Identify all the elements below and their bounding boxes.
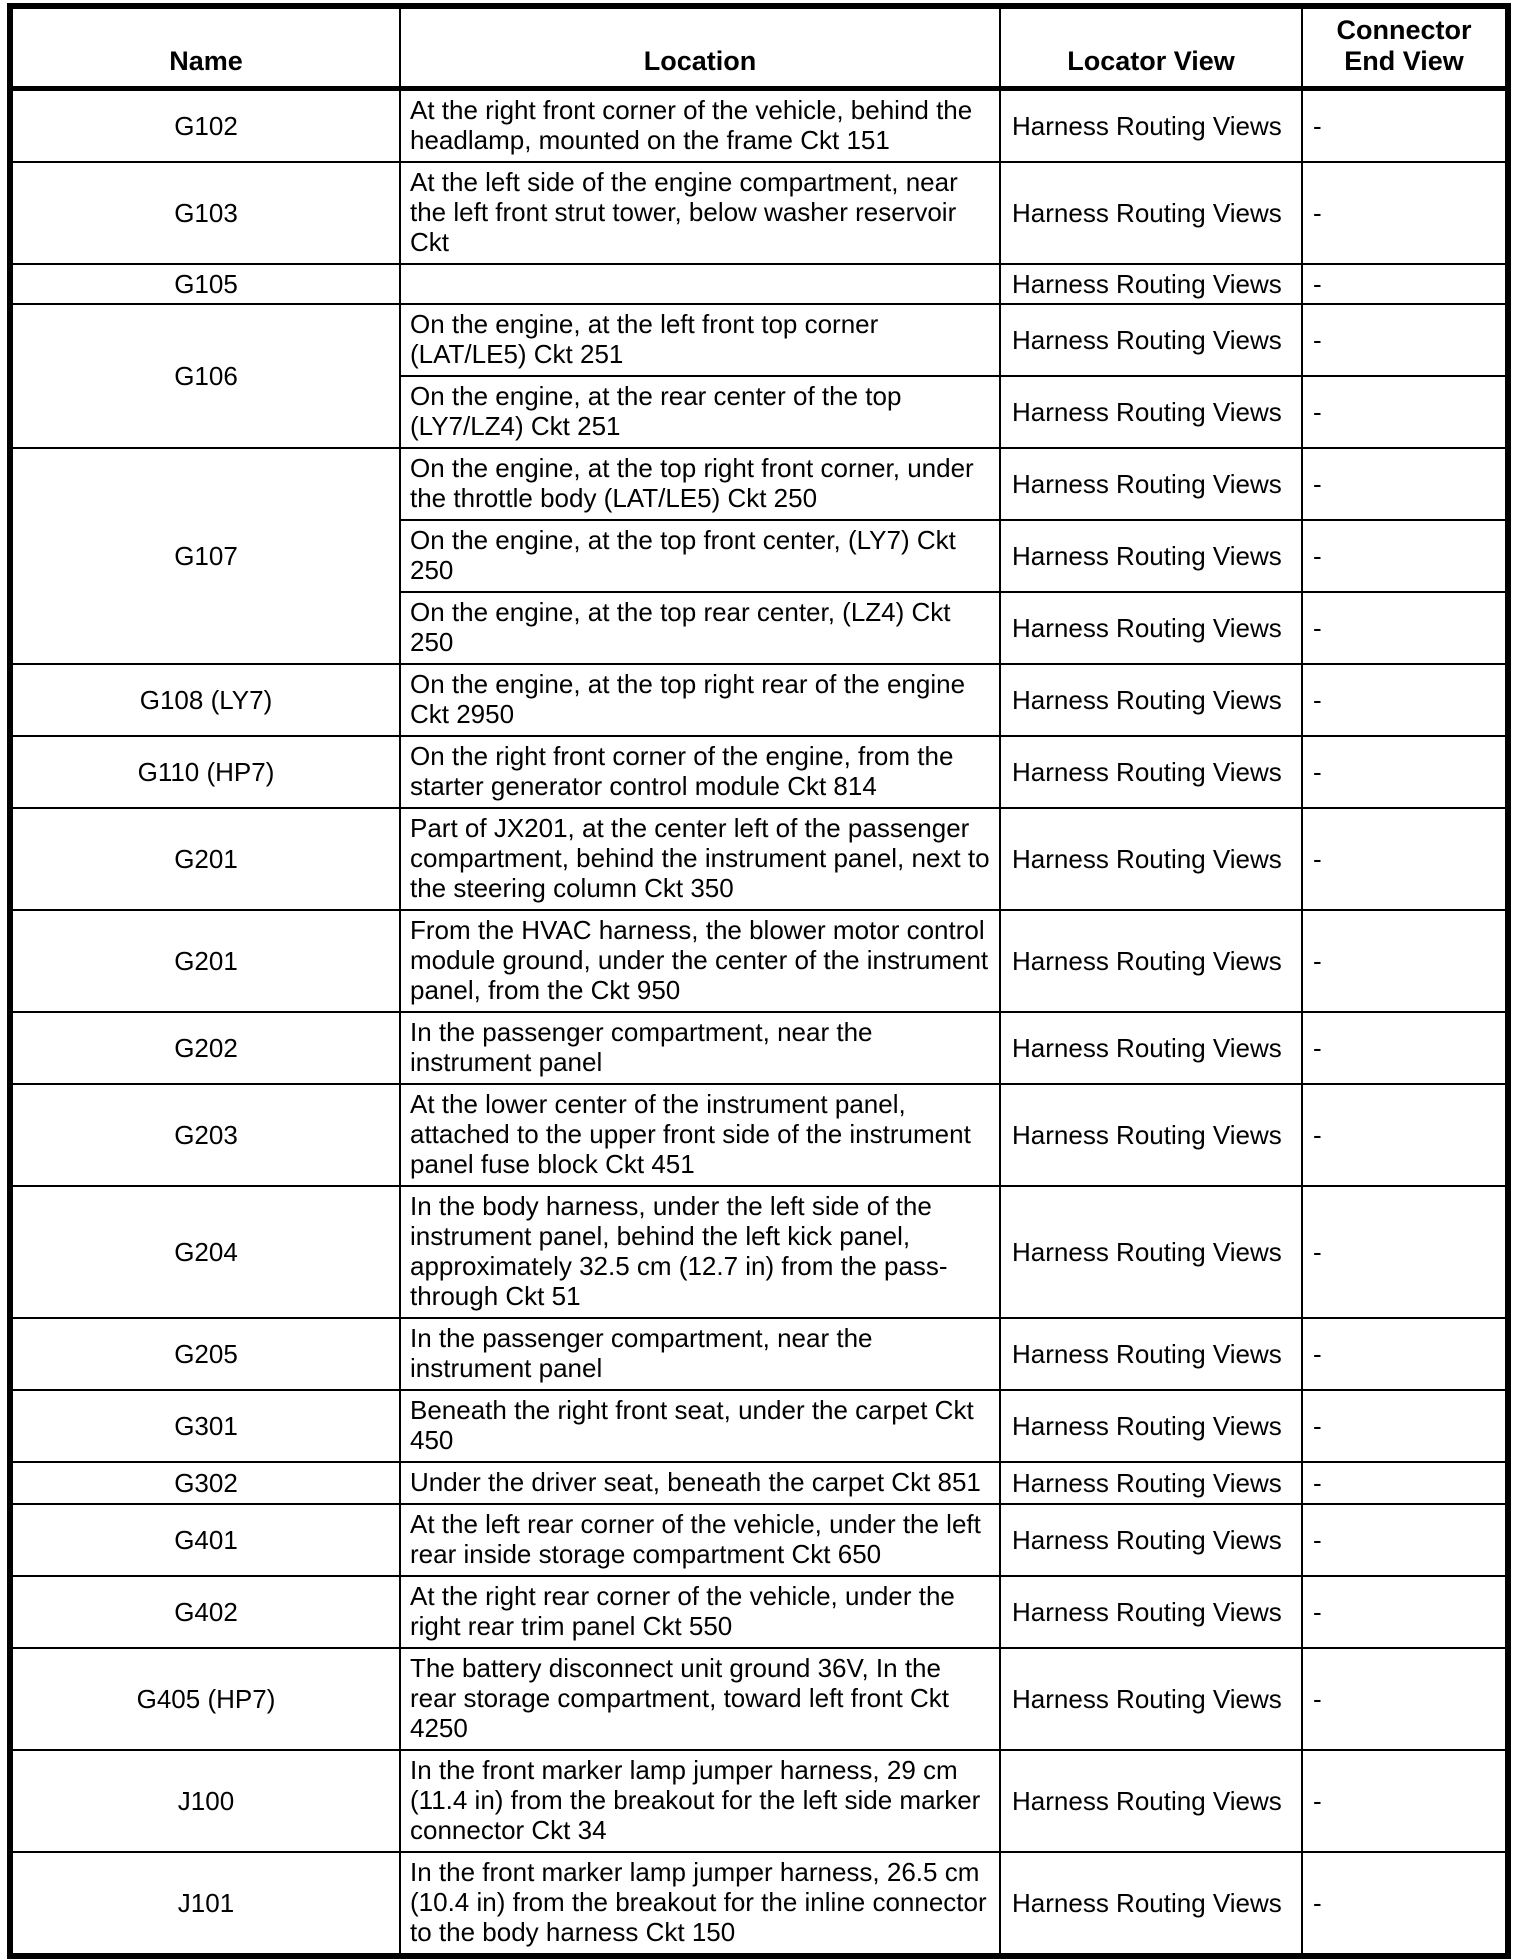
connector-end-view-cell: - xyxy=(1302,1390,1508,1462)
locator-view-cell: Harness Routing Views xyxy=(1000,1504,1302,1576)
ground-connector-table xyxy=(7,3,1511,1959)
location-cell: At the lower center of the instrument panel, attached to the upper front side of the instrument panel fuse block Ckt 451 xyxy=(400,1084,1000,1186)
header-locator-view: Locator View xyxy=(1000,6,1302,89)
location-cell: The battery disconnect unit ground 36V, In the rear storage compartment, toward left front Ckt 4250 xyxy=(400,1648,1000,1750)
location-cell: On the engine, at the left front top corner (LAT/LE5) Ckt 251 xyxy=(400,304,1000,376)
location-cell: In the front marker lamp jumper harness, 29 cm (11.4 in) from the breakout for the left side marker connector Ckt 34 xyxy=(400,1750,1000,1852)
name-cell: G301 xyxy=(10,1390,400,1462)
locator-view-cell: Harness Routing Views xyxy=(1000,162,1302,264)
table-row xyxy=(10,264,1508,304)
locator-view-cell: Harness Routing Views xyxy=(1000,1576,1302,1648)
connector-end-view-cell: - xyxy=(1302,376,1508,448)
locator-view-cell: Harness Routing Views xyxy=(1000,1318,1302,1390)
connector-end-view-cell: - xyxy=(1302,1750,1508,1852)
name-cell: G107 xyxy=(10,448,400,664)
name-cell: G110 (HP7) xyxy=(10,736,400,808)
location-cell: On the engine, at the top right front corner, under the throttle body (LAT/LE5) Ckt 250 xyxy=(400,448,1000,520)
table-header xyxy=(10,6,1508,89)
header-location: Location xyxy=(400,6,1000,89)
locator-view-cell: Harness Routing Views xyxy=(1000,304,1302,376)
table-row xyxy=(10,808,1508,910)
name-cell: G402 xyxy=(10,1576,400,1648)
locator-view-cell: Harness Routing Views xyxy=(1000,1390,1302,1462)
connector-end-view-cell: - xyxy=(1302,162,1508,264)
connector-end-view-cell: - xyxy=(1302,89,1508,163)
table-row xyxy=(10,1186,1508,1318)
locator-view-cell: Harness Routing Views xyxy=(1000,264,1302,304)
location-cell: On the right front corner of the engine, from the starter generator control module Ckt 814 xyxy=(400,736,1000,808)
location-cell: In the front marker lamp jumper harness, 26.5 cm (10.4 in) from the breakout for the inline connector to the body harness Ckt 150 xyxy=(400,1852,1000,1956)
locator-view-cell: Harness Routing Views xyxy=(1000,376,1302,448)
locator-view-cell: Harness Routing Views xyxy=(1000,1750,1302,1852)
table-row xyxy=(10,1504,1508,1576)
table-row xyxy=(10,1750,1508,1852)
connector-end-view-cell: - xyxy=(1302,1318,1508,1390)
name-cell: G108 (LY7) xyxy=(10,664,400,736)
location-cell: At the right front corner of the vehicle, behind the headlamp, mounted on the frame Ckt 151 xyxy=(400,89,1000,163)
table-row xyxy=(10,910,1508,1012)
name-cell: G203 xyxy=(10,1084,400,1186)
location-cell: On the engine, at the top right rear of the engine Ckt 2950 xyxy=(400,664,1000,736)
ground-table-body xyxy=(10,89,1508,1957)
locator-view-cell: Harness Routing Views xyxy=(1000,592,1302,664)
connector-end-view-cell: - xyxy=(1302,304,1508,376)
table-row xyxy=(10,1318,1508,1390)
name-cell: G103 xyxy=(10,162,400,264)
locator-view-cell: Harness Routing Views xyxy=(1000,1186,1302,1318)
connector-end-view-cell: - xyxy=(1302,448,1508,520)
table-row xyxy=(10,736,1508,808)
name-cell: G102 xyxy=(10,89,400,163)
location-cell: In the body harness, under the left side of the instrument panel, behind the left kick panel, approximately 32.5 cm (12.7 in) from the pass-through Ckt 51 xyxy=(400,1186,1000,1318)
name-cell: G201 xyxy=(10,910,400,1012)
connector-end-view-cell: - xyxy=(1302,1852,1508,1956)
connector-end-view-cell: - xyxy=(1302,1648,1508,1750)
table-row xyxy=(10,1576,1508,1648)
connector-end-view-cell: - xyxy=(1302,1012,1508,1084)
location-cell: Beneath the right front seat, under the carpet Ckt 450 xyxy=(400,1390,1000,1462)
table-row xyxy=(10,304,1508,376)
connector-end-view-cell: - xyxy=(1302,1576,1508,1648)
connector-end-view-cell: - xyxy=(1302,1462,1508,1504)
location-cell: From the HVAC harness, the blower motor control module ground, under the center of the instrument panel, from the Ckt 950 xyxy=(400,910,1000,1012)
name-cell: G201 xyxy=(10,808,400,910)
locator-view-cell: Harness Routing Views xyxy=(1000,1852,1302,1956)
location-cell: On the engine, at the top front center, (LY7) Ckt 250 xyxy=(400,520,1000,592)
connector-end-view-cell: - xyxy=(1302,664,1508,736)
connector-end-view-cell: - xyxy=(1302,736,1508,808)
locator-view-cell: Harness Routing Views xyxy=(1000,520,1302,592)
name-cell: G302 xyxy=(10,1462,400,1504)
table-row xyxy=(10,448,1508,520)
connector-end-view-cell: - xyxy=(1302,1186,1508,1318)
location-cell: On the engine, at the top rear center, (LZ4) Ckt 250 xyxy=(400,592,1000,664)
table-row xyxy=(10,89,1508,163)
connector-end-view-cell: - xyxy=(1302,1504,1508,1576)
name-cell: G105 xyxy=(10,264,400,304)
name-cell: G202 xyxy=(10,1012,400,1084)
location-cell: On the engine, at the rear center of the top (LY7/LZ4) Ckt 251 xyxy=(400,376,1000,448)
location-cell: Under the driver seat, beneath the carpet Ckt 851 xyxy=(400,1462,1000,1504)
name-cell: G204 xyxy=(10,1186,400,1318)
name-cell: J100 xyxy=(10,1750,400,1852)
connector-end-view-cell: - xyxy=(1302,592,1508,664)
locator-view-cell: Harness Routing Views xyxy=(1000,736,1302,808)
connector-end-view-cell: - xyxy=(1302,808,1508,910)
location-cell: At the right rear corner of the vehicle, under the right rear trim panel Ckt 550 xyxy=(400,1576,1000,1648)
connector-end-view-cell: - xyxy=(1302,520,1508,592)
location-cell: In the passenger compartment, near the instrument panel xyxy=(400,1012,1000,1084)
table-row xyxy=(10,1648,1508,1750)
location-cell xyxy=(400,264,1000,304)
locator-view-cell: Harness Routing Views xyxy=(1000,664,1302,736)
name-cell: G401 xyxy=(10,1504,400,1576)
table-row xyxy=(10,1852,1508,1956)
locator-view-cell: Harness Routing Views xyxy=(1000,808,1302,910)
location-cell: Part of JX201, at the center left of the passenger compartment, behind the instrument panel, next to the steering column Ckt 350 xyxy=(400,808,1000,910)
locator-view-cell: Harness Routing Views xyxy=(1000,910,1302,1012)
locator-view-cell: Harness Routing Views xyxy=(1000,1012,1302,1084)
header-connector-end-view: Connector End View xyxy=(1302,6,1508,89)
locator-view-cell: Harness Routing Views xyxy=(1000,1084,1302,1186)
header-name: Name xyxy=(10,6,400,89)
connector-end-view-cell: - xyxy=(1302,910,1508,1012)
locator-view-cell: Harness Routing Views xyxy=(1000,89,1302,163)
name-cell: G106 xyxy=(10,304,400,448)
name-cell: G405 (HP7) xyxy=(10,1648,400,1750)
location-cell: At the left side of the engine compartment, near the left front strut tower, below washer reservoir Ckt xyxy=(400,162,1000,264)
locator-view-cell: Harness Routing Views xyxy=(1000,1462,1302,1504)
location-cell: In the passenger compartment, near the instrument panel xyxy=(400,1318,1000,1390)
table-row xyxy=(10,162,1508,264)
table-row xyxy=(10,1390,1508,1462)
location-cell: At the left rear corner of the vehicle, under the left rear inside storage compartment Ckt 650 xyxy=(400,1504,1000,1576)
table-row xyxy=(10,1012,1508,1084)
header-row xyxy=(10,6,1508,89)
connector-end-view-cell: - xyxy=(1302,1084,1508,1186)
table-row xyxy=(10,664,1508,736)
locator-view-cell: Harness Routing Views xyxy=(1000,448,1302,520)
locator-view-cell: Harness Routing Views xyxy=(1000,1648,1302,1750)
table-row xyxy=(10,1462,1508,1504)
table-row xyxy=(10,1084,1508,1186)
connector-end-view-cell: - xyxy=(1302,264,1508,304)
name-cell: J101 xyxy=(10,1852,400,1956)
name-cell: G205 xyxy=(10,1318,400,1390)
